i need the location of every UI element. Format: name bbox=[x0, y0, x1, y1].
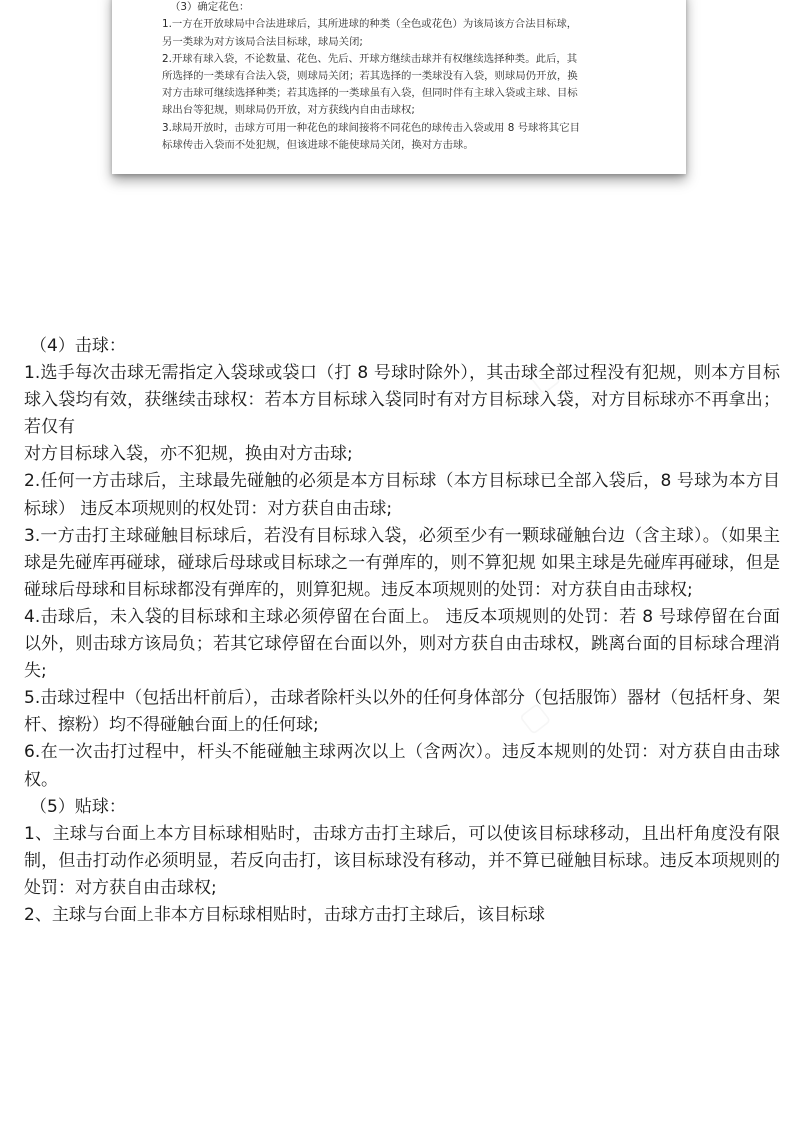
paragraph: 对方目标球入袋，亦不犯规，换由对方击球; bbox=[24, 444, 353, 465]
preview-line: 1.一方在开放球局中合法进球后，其所进球的种类（全色或花色）为该局该方合法目标球， bbox=[162, 18, 578, 31]
paragraph: 5.击球过程中（包括出杆前后），击球者除杆头以外的任何身体部分（包括服饰）器材（包括杆身、架杆、擦粉）均不得碰触台面上的任何球; bbox=[24, 688, 780, 736]
paragraph: 2、主球与台面上非本方目标球相贴时，击球方击打主球后，该目标球 bbox=[24, 904, 545, 925]
preview-line: 所选择的一类球有合法入袋，则球局关闭；若其选择的一类球没有入袋，则球局仍开放，换 bbox=[162, 70, 578, 83]
document-body bbox=[24, 333, 780, 929]
paragraph: 4.击球后，未入袋的目标球和主球必须停留在台面上。 违反本项规则的处罚：若 8 号球停留在台面以外，则击球方该局负；若其它球停留在台面以外，则对方获自由击球权，跳离台面的目标球合理消失; bbox=[24, 606, 780, 682]
preview-line: 另一类球为对方该局合法目标球，球局关闭; bbox=[162, 35, 363, 48]
preview-line: 球出台等犯规，则球局仍开放，对方获线内自由击球权; bbox=[162, 104, 415, 117]
paragraph: 6.在一次击打过程中，杆头不能碰触主球两次以上（含两次）。违反本规则的处罚：对方获自由击球权。 bbox=[24, 742, 780, 790]
paragraph: 3.一方击打主球碰触目标球后，若没有目标球入袋，必须至少有一颗球碰触台边（含主球）。（如果主球是先碰库再碰球，碰球后母球或目标球之一有弹库的，则不算犯规 如果主球是先碰库再碰球，但是碰球后母球和目标球都没有弹库的，则算犯规。违反本项规则的处罚：对方获自由击球权; bbox=[24, 525, 780, 600]
document-preview-card bbox=[112, 0, 686, 174]
preview-card-text bbox=[162, 0, 662, 154]
section-heading-hitting: （4）击球： bbox=[30, 336, 126, 356]
preview-line: 标球传击入袋而不处犯规，但该进球不能使球局关闭，换对方击球。 bbox=[162, 138, 474, 151]
paragraph: 2.任何一方击球后，主球最先碰触的必须是本方目标球（本方目标球已全部入袋后，8 号球为本方目标球） 违反本项规则的权处罚：对方获自由击球; bbox=[24, 471, 780, 519]
paragraph: 1、主球与台面上本方目标球相贴时，击球方击打主球后，可以使该目标球移动，且出杆角度没有限制，但击打动作必须明显，若反向击打，该目标球没有移动，并不算已碰触目标球。违反本项规则的处罚：对方获自由击球权; bbox=[24, 823, 780, 898]
paragraph: 1.选手每次击球无需指定入袋球或袋口（打 8 号球时除外），其击球全部过程没有犯规，则本方目标球入袋均有效，获继续击球权：若本方目标球入袋同时有对方目标球入袋，对方目标球亦不再拿出；若仅有 bbox=[24, 363, 780, 438]
preview-line: 2.开球有球入袋，不论数量、花色、先后、开球方继续击球并有权继续选择种类。此后，其 bbox=[162, 52, 578, 65]
preview-line: 对方击球可继续选择种类；若其选择的一类球虽有入袋，但同时伴有主球入袋或主球、目标 bbox=[162, 87, 578, 100]
preview-line: 3.球局开放时，击球方可用一种花色的球间接将不同花色的球传击入袋或用 8 号球将其它目 bbox=[162, 121, 580, 134]
preview-line: （3）确定花色： bbox=[170, 1, 250, 14]
section-heading-touching-ball: （5）贴球： bbox=[30, 796, 126, 817]
